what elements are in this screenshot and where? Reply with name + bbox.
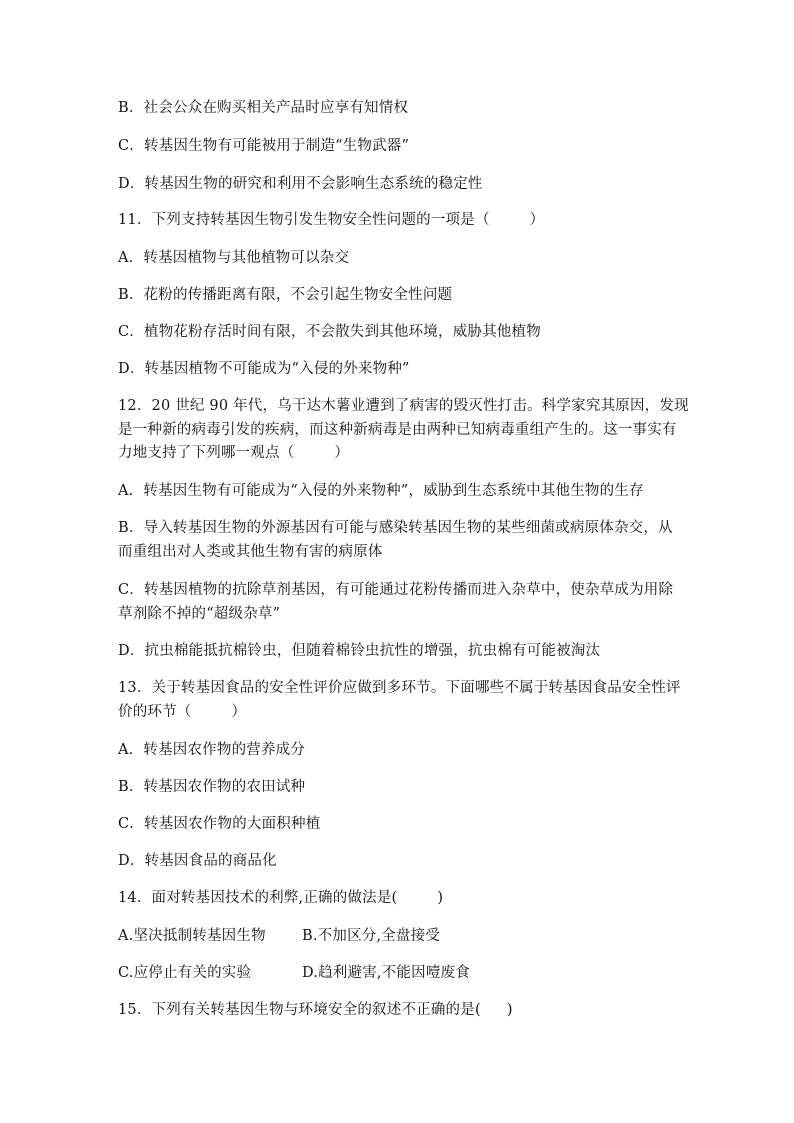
- question-13-close-paren: ）: [231, 704, 247, 720]
- question-12-stem-line1: 12．20 世纪 90 年代，乌干达木薯业遭到了病害的毁灭性打击。科学家究其原因，发现: [118, 398, 689, 414]
- question-15-stem: [118, 1000, 513, 1020]
- question-12-stem-line3: [118, 443, 349, 463]
- question-12-text: 力地支持了下列哪一观点（: [118, 445, 295, 461]
- question-11-option-c: C．植物花粉存活时间有限，不会散失到其他环境，威胁其他植物: [118, 324, 541, 340]
- question-11-close-paren: ）: [529, 212, 545, 228]
- question-14-stem: [118, 888, 443, 908]
- question-11-option-a: A．转基因植物与其他植物可以杂交: [118, 250, 350, 266]
- question-12-close-paren: ）: [334, 445, 350, 461]
- question-14-close-paren: ): [437, 890, 444, 906]
- question-13-option-a: A．转基因农作物的营养成分: [118, 742, 306, 758]
- question-12-option-c-line1: C．转基因植物的抗除草剂基因，有可能通过花粉传播而进入杂草中，使杂草成为用除: [118, 582, 674, 598]
- question-13-text: 价的环节（: [118, 704, 192, 720]
- question-14-options-row2: [118, 963, 678, 983]
- question-12-option-a: A．转基因生物有可能成为“入侵的外来物种”，威胁到生态系统中其他生物的生存: [118, 483, 644, 499]
- question-14-option-b: B.不加区分,全盘接受: [302, 928, 441, 944]
- question-14-options-row1: [118, 926, 678, 946]
- question-14-option-a: A.坚决抵制转基因生物: [118, 928, 266, 944]
- question-11-option-b: B．花粉的传播距离有限，不会引起生物安全性问题: [118, 287, 453, 303]
- question-13-stem-line2: [118, 702, 246, 722]
- question-15-text: 15．下列有关转基因生物与环境安全的叙述不正确的是(: [118, 1002, 481, 1018]
- question-11-stem: [118, 210, 544, 230]
- question-12-option-b-line2: 而重组出对人类或其他生物有害的病原体: [118, 544, 383, 560]
- prev-option-c: C．转基因生物有可能被用于制造“生物武器”: [118, 138, 410, 154]
- question-13-stem-line1: 13．关于转基因食品的安全性评价应做到多环节。下面哪些不属于转基因食品安全性评: [118, 680, 681, 696]
- question-14-option-c: C.应停止有关的实验: [118, 965, 252, 981]
- question-12-option-c-line2: 草剂除不掉的“超级杂草”: [118, 606, 281, 622]
- question-14-text: 14．面对转基因技术的利弊,正确的做法是(: [118, 890, 398, 906]
- question-15-close-paren: ): [506, 1002, 513, 1018]
- question-13-option-c: C．转基因农作物的大面积种植: [118, 816, 321, 832]
- question-12-stem-line2: 是一种新的病毒引发的疾病，而这种新病毒是由两种已知病毒重组产生的。这一事实有: [118, 422, 677, 438]
- question-14-option-d: D.趋利避害,不能因噎废食: [302, 965, 470, 981]
- question-12-option-b-line1: B．导入转基因生物的外源基因有可能与感染转基因生物的某些细菌或病原体杂交，从: [118, 520, 673, 536]
- question-11-text: 11．下列支持转基因生物引发生物安全性问题的一项是（: [118, 212, 490, 228]
- question-13-option-b: B．转基因农作物的农田试种: [118, 779, 306, 795]
- question-13-option-d: D．转基因食品的商品化: [118, 853, 277, 869]
- question-11-option-d: D．转基因植物不可能成为“入侵的外来物种”: [118, 361, 410, 377]
- prev-option-d: D．转基因生物的研究和利用不会影响生态系统的稳定性: [118, 176, 483, 192]
- question-12-option-d: D．抗虫棉能抵抗棉铃虫，但随着棉铃虫抗性的增强，抗虫棉有可能被淘汰: [118, 643, 601, 659]
- prev-option-b: B．社会公众在购买相关产品时应享有知情权: [118, 100, 409, 116]
